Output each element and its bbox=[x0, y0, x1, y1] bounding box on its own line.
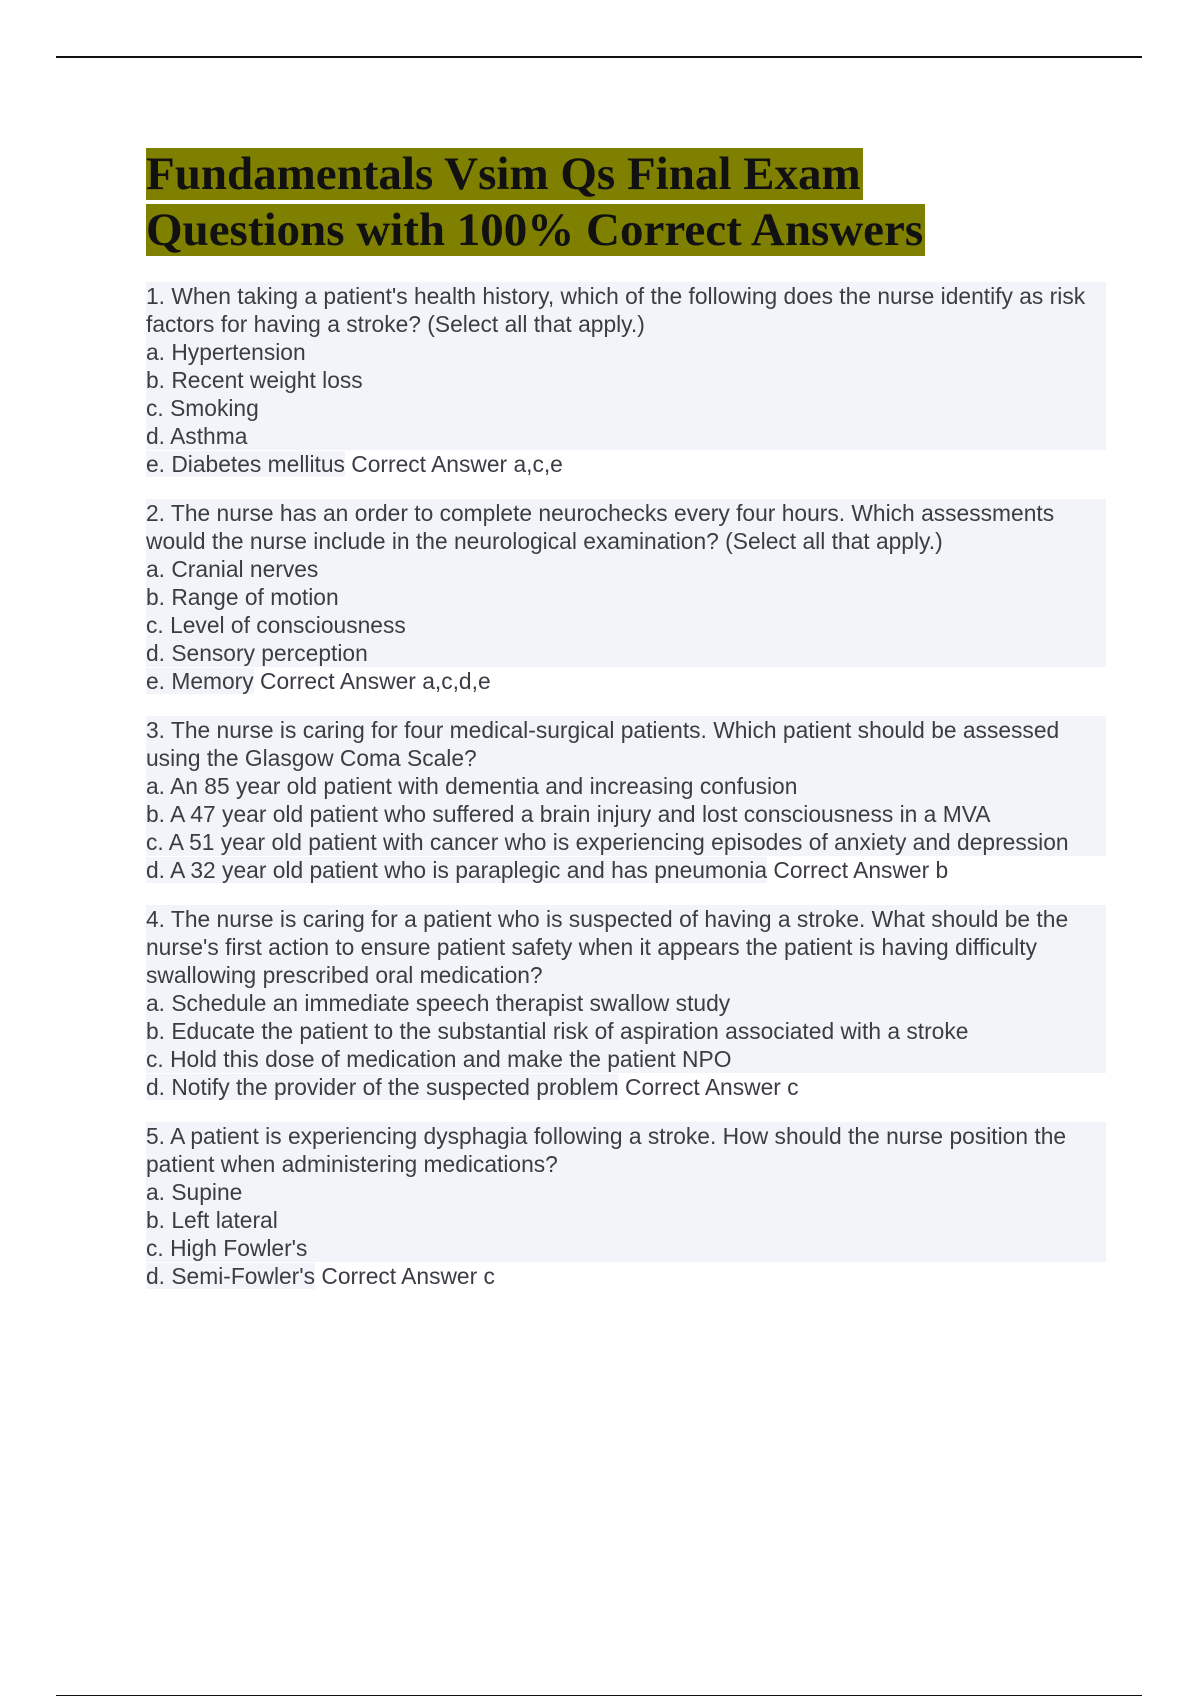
answer-option: a. Hypertension bbox=[146, 338, 1106, 366]
correct-answer: Correct Answer a,c,e bbox=[351, 451, 563, 477]
answer-option: c. Hold this dose of medication and make the patient NPO bbox=[146, 1045, 1106, 1073]
answer-option: b. Left lateral bbox=[146, 1206, 1106, 1234]
question-1 bbox=[146, 282, 1106, 478]
question-5 bbox=[146, 1122, 1106, 1290]
question-text: 4. The nurse is caring for a patient who is suspected of having a stroke. What should be the nurse's first action to ensure patient safety when it appears the patient is having difficulty swallowing prescribed oral medication? bbox=[146, 905, 1106, 989]
document-title bbox=[146, 146, 1106, 258]
correct-answer: Correct Answer a,c,d,e bbox=[260, 668, 491, 694]
answer-option: b. Range of motion bbox=[146, 583, 1106, 611]
question-3 bbox=[146, 716, 1106, 884]
answer-option: a. An 85 year old patient with dementia and increasing confusion bbox=[146, 772, 1106, 800]
question-text: 1. When taking a patient's health history, which of the following does the nurse identify as risk factors for having a stroke? (Select all that apply.) bbox=[146, 282, 1106, 338]
answer-option: b. Educate the patient to the substantial risk of aspiration associated with a stroke bbox=[146, 1017, 1106, 1045]
answer-option-last: e. Diabetes mellitus Correct Answer a,c,e bbox=[146, 451, 563, 477]
bottom-rule bbox=[56, 1695, 1142, 1696]
answer-option: a. Schedule an immediate speech therapist swallow study bbox=[146, 989, 1106, 1017]
document-body bbox=[146, 146, 1106, 1311]
top-rule bbox=[56, 56, 1142, 58]
answer-option: d. Asthma bbox=[146, 422, 1106, 450]
answer-option-last: d. Semi-Fowler's Correct Answer c bbox=[146, 1263, 495, 1289]
answer-option-last: e. Memory Correct Answer a,c,d,e bbox=[146, 668, 491, 694]
answer-option: c. Smoking bbox=[146, 394, 1106, 422]
question-text: 3. The nurse is caring for four medical-surgical patients. Which patient should be assessed using the Glasgow Coma Scale? bbox=[146, 716, 1106, 772]
answer-option: c. High Fowler's bbox=[146, 1234, 1106, 1262]
title-line-1: Fundamentals Vsim Qs Final Exam bbox=[146, 148, 861, 200]
correct-answer: Correct Answer b bbox=[773, 857, 949, 883]
answer-option: c. A 51 year old patient with cancer who is experiencing episodes of anxiety and depression bbox=[146, 828, 1106, 856]
answer-option: b. A 47 year old patient who suffered a brain injury and lost consciousness in a MVA bbox=[146, 800, 1106, 828]
correct-answer: Correct Answer c bbox=[321, 1263, 495, 1289]
answer-option: c. Level of consciousness bbox=[146, 611, 1106, 639]
correct-answer: Correct Answer c bbox=[625, 1074, 799, 1100]
question-4 bbox=[146, 905, 1106, 1101]
answer-option: a. Supine bbox=[146, 1178, 1106, 1206]
answer-option: a. Cranial nerves bbox=[146, 555, 1106, 583]
answer-option-last: d. Notify the provider of the suspected problem Correct Answer c bbox=[146, 1074, 799, 1100]
title-line-2: Questions with 100% Correct Answers bbox=[146, 204, 924, 256]
question-text: 5. A patient is experiencing dysphagia following a stroke. How should the nurse position the patient when administering medications? bbox=[146, 1122, 1106, 1178]
answer-option: b. Recent weight loss bbox=[146, 366, 1106, 394]
answer-option: d. Sensory perception bbox=[146, 639, 1106, 667]
answer-option-last: d. A 32 year old patient who is paraplegic and has pneumonia Correct Answer b bbox=[146, 857, 949, 883]
question-text: 2. The nurse has an order to complete neurochecks every four hours. Which assessments would the nurse include in the neurological examination? (Select all that apply.) bbox=[146, 499, 1106, 555]
question-2 bbox=[146, 499, 1106, 695]
